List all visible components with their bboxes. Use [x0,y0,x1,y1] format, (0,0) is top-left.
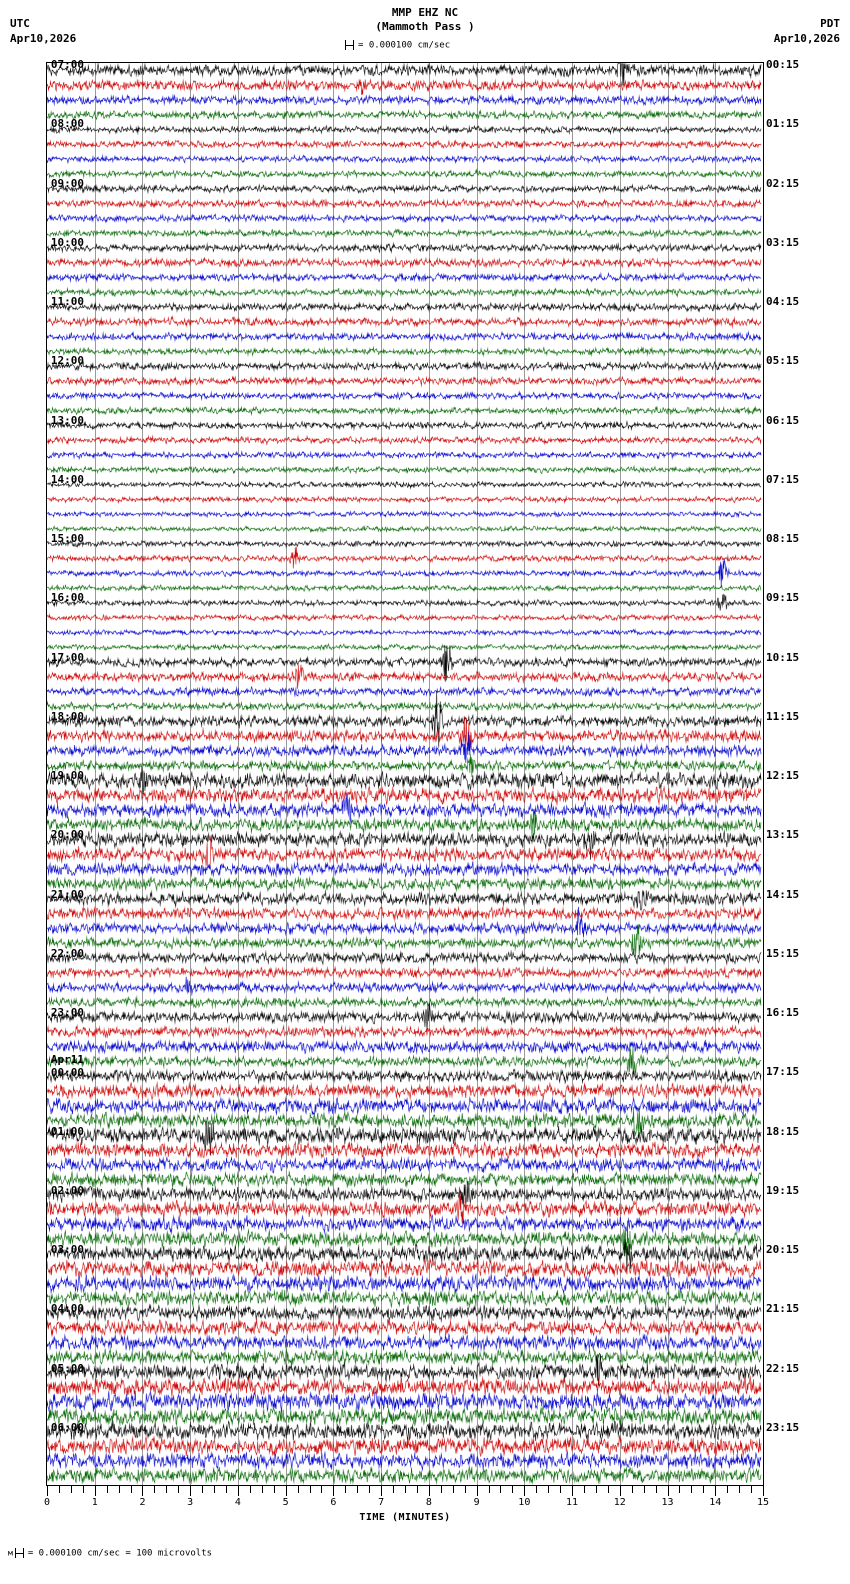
x-tick-label-2: 2 [139,1497,146,1508]
x-tick-label-6: 6 [330,1497,337,1508]
x-minor-tick [178,1486,179,1493]
x-minor-tick [310,1486,311,1493]
right-time-label: 21:15 [766,1302,800,1316]
x-minor-tick [214,1486,215,1493]
x-minor-tick [548,1486,549,1493]
x-tick-label-11: 11 [566,1497,579,1508]
left-time-label: 19:00 [50,769,84,782]
x-minor-tick [584,1486,585,1493]
x-tick-label-0: 0 [43,1497,51,1508]
x-minor-tick [727,1486,728,1493]
x-tick-label-7: 7 [378,1497,385,1508]
left-time-label: 20:00 [50,828,84,842]
right-time-label: 09:15 [766,591,800,605]
x-minor-tick [632,1486,633,1493]
x-minor-tick [321,1486,322,1493]
x-minor-tick [274,1486,275,1493]
x-minor-tick [441,1486,442,1493]
x-axis-title: TIME (MINUTES) [359,1512,451,1523]
station-header [0,6,850,34]
right-time-label: 07:15 [766,472,800,486]
x-tick-4 [238,1486,239,1496]
left-time-label: 17:00 [50,650,84,664]
x-minor-tick [751,1486,752,1493]
x-axis [43,1486,770,1526]
right-time-label: 22:15 [766,1361,800,1375]
utc-label: UTC [10,17,30,30]
left-time-label: 10:00 [50,235,84,249]
x-tick-14 [715,1486,716,1496]
micro-symbol: м [8,1548,13,1558]
x-tick-label-13: 13 [661,1497,674,1508]
x-minor-tick [703,1486,704,1493]
right-time-label: 10:15 [766,650,800,664]
x-minor-tick [71,1486,72,1493]
x-minor-tick [512,1486,513,1493]
left-time-label: 05:00 [50,1361,84,1375]
right-time-label: 08:15 [766,532,800,545]
x-tick-label-4: 4 [234,1497,241,1508]
right-time-label: 18:15 [766,1124,800,1138]
x-tick-label-12: 12 [613,1497,626,1508]
x-minor-tick [560,1486,561,1493]
left-time-label: 04:00 [50,1302,84,1316]
right-time-label: 03:15 [766,235,800,249]
x-tick-9 [477,1486,478,1496]
left-time-label: 11:00 [50,295,84,308]
right-time-label: 17:15 [766,1065,800,1079]
left-time-label: 18:00 [50,709,84,723]
x-minor-tick [739,1486,740,1493]
right-time-label: 15:15 [766,946,800,960]
x-minor-tick [489,1486,490,1493]
right-time-label: 05:15 [766,354,800,368]
x-minor-tick [345,1486,346,1493]
right-time-label: 00:15 [766,58,800,71]
left-time-label: 23:00 [50,1006,84,1019]
right-time-label: 16:15 [766,1006,800,1019]
x-minor-tick [608,1486,609,1493]
x-minor-tick [131,1486,132,1493]
left-time-label: 02:00 [50,1183,84,1197]
left-time-label: 15:00 [50,532,84,545]
right-time-label: 02:15 [766,176,800,190]
x-minor-tick [453,1486,454,1493]
x-minor-tick [262,1486,263,1493]
x-tick-11 [572,1486,573,1496]
x-minor-tick [119,1486,120,1493]
x-tick-label-9: 9 [473,1497,480,1508]
left-time-label: 01:00 [50,1124,84,1138]
x-tick-13 [668,1486,669,1496]
left-time-label: 22:00 [50,946,84,960]
left-time-label: 21:00 [50,887,84,901]
station-name: (Mammoth Pass ) [375,20,475,33]
x-minor-tick [596,1486,597,1493]
x-minor-tick [59,1486,60,1493]
x-minor-tick [644,1486,645,1493]
x-tick-label-14: 14 [709,1497,722,1508]
x-minor-tick [226,1486,227,1493]
x-minor-tick [656,1486,657,1493]
x-tick-8 [429,1486,430,1496]
right-time-label: 04:15 [766,295,800,308]
x-tick-6 [333,1486,334,1496]
x-minor-tick [536,1486,537,1493]
left-time-label: 13:00 [50,413,84,427]
x-minor-tick [417,1486,418,1493]
helicorder-plot [46,62,764,1486]
right-time-label: 12:15 [766,769,800,782]
left-time-label: 06:00 [50,1420,84,1434]
x-tick-10 [524,1486,525,1496]
x-minor-tick [369,1486,370,1493]
left-time-label: Apr11 00:00 [50,1053,84,1080]
x-tick-1 [95,1486,96,1496]
pdt-date: Apr10,2026 [773,32,840,45]
x-minor-tick [465,1486,466,1493]
left-time-label: 08:00 [50,117,84,131]
x-tick-label-5: 5 [282,1497,289,1508]
x-minor-tick [679,1486,680,1493]
x-tick-7 [381,1486,382,1496]
footer-tick-icon [15,1548,24,1558]
right-time-label: 01:15 [766,117,800,131]
x-tick-2 [142,1486,143,1496]
x-minor-tick [298,1486,299,1493]
scale-text: = 0.000100 cm/sec [358,40,451,51]
x-minor-tick [405,1486,406,1493]
right-time-label: 06:15 [766,413,800,427]
right-time-label: 14:15 [766,887,800,901]
chart-header [0,0,850,56]
x-tick-15 [763,1486,764,1496]
left-time-label: 09:00 [50,176,84,190]
footer-scale [8,1548,212,1559]
footer-text: = 0.000100 cm/sec = 100 microvolts [27,1548,213,1559]
x-minor-tick [202,1486,203,1493]
x-tick-label-3: 3 [187,1497,194,1508]
x-minor-tick [154,1486,155,1493]
scale-tick-icon [345,40,354,50]
x-tick-3 [190,1486,191,1496]
x-tick-5 [286,1486,287,1496]
right-time-label: 13:15 [766,828,800,842]
x-minor-tick [83,1486,84,1493]
x-tick-label-10: 10 [518,1497,531,1508]
right-time-label: 19:15 [766,1183,800,1197]
station-code: MMP EHZ NC [391,6,459,19]
x-tick-label-1: 1 [91,1497,98,1508]
right-time-label: 23:15 [766,1420,800,1434]
pdt-label: PDT [820,17,840,30]
left-time-label: 03:00 [50,1243,84,1256]
left-time-label: 12:00 [50,354,84,368]
x-tick-label-8: 8 [425,1497,432,1508]
seismogram-traces [47,63,763,1485]
x-minor-tick [357,1486,358,1493]
x-tick-12 [620,1486,621,1496]
right-time-label: 20:15 [766,1243,800,1256]
x-tick-0 [47,1486,48,1496]
x-minor-tick [166,1486,167,1493]
left-time-label: 16:00 [50,591,84,605]
x-minor-tick [691,1486,692,1493]
left-time-label: 14:00 [50,472,84,486]
utc-date: Apr10,2026 [10,32,77,45]
left-time-label: 07:00 [50,58,84,71]
x-minor-tick [500,1486,501,1493]
pdt-header [774,16,840,46]
x-tick-label-15: 15 [756,1497,770,1508]
x-minor-tick [107,1486,108,1493]
scale-indicator [345,40,450,51]
x-minor-tick [393,1486,394,1493]
right-time-label: 11:15 [766,709,800,723]
x-minor-tick [250,1486,251,1493]
